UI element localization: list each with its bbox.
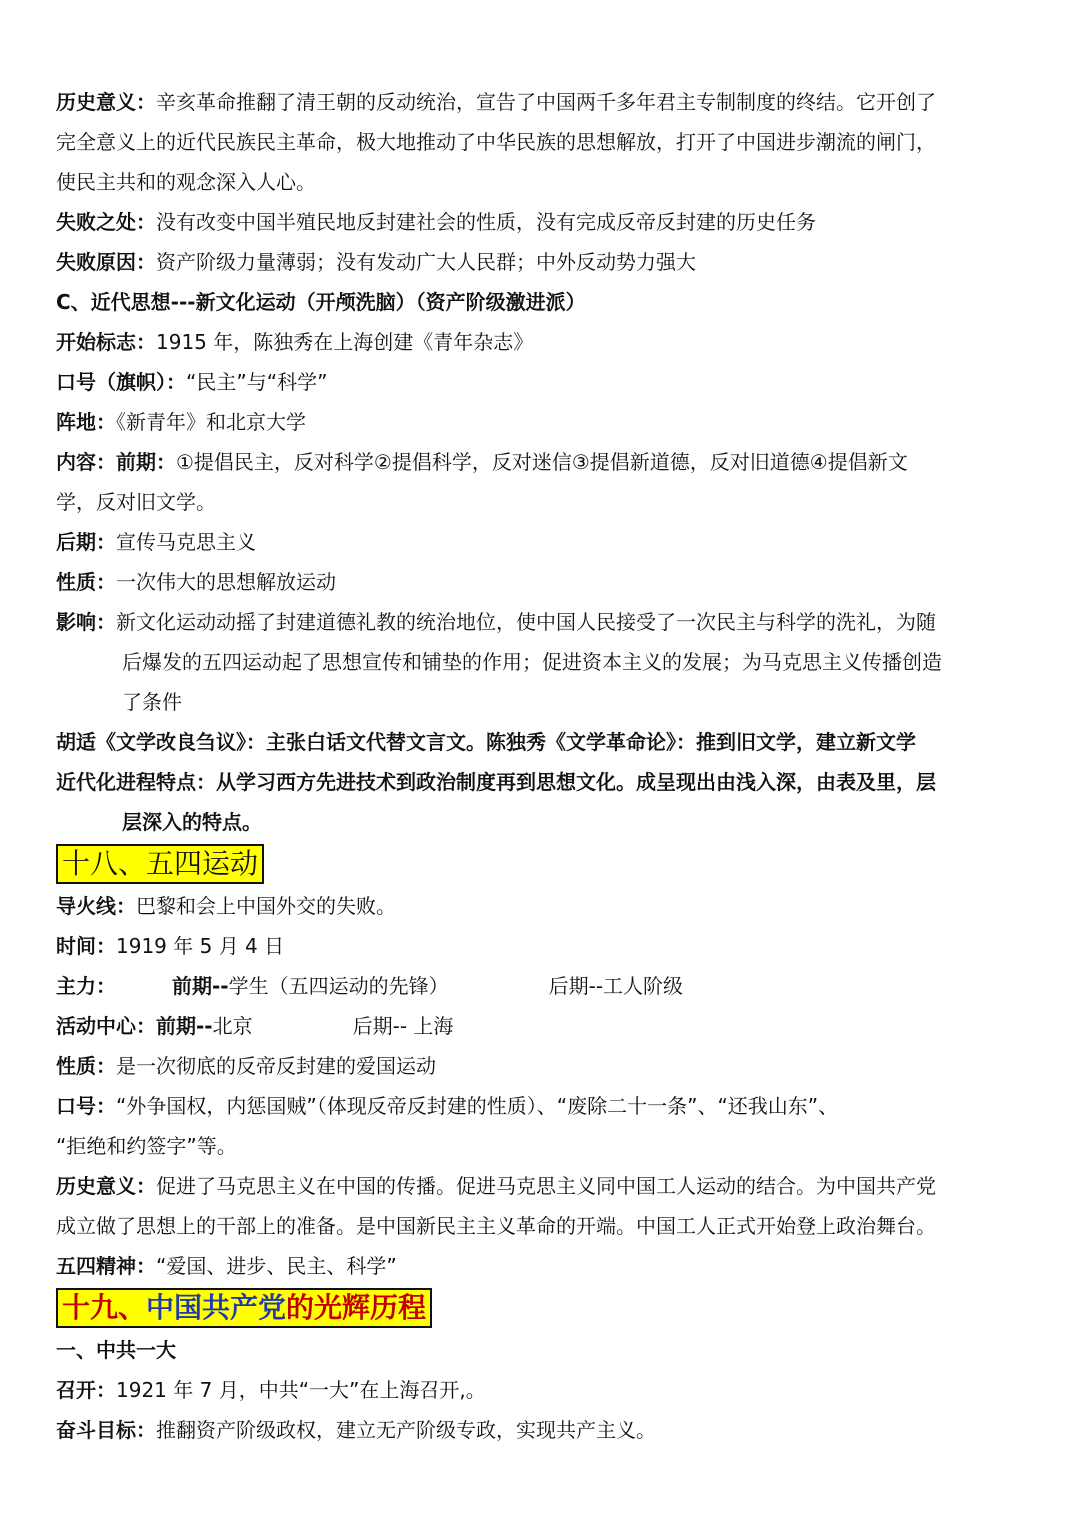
content-label: 内容：前期： <box>56 450 176 474</box>
failure-line <box>56 202 1036 242</box>
failure-reason-text: 资产阶级力量薄弱；没有发动广大人民群；中外反动势力强大 <box>156 250 696 274</box>
spirit-label: 五四精神： <box>56 1254 156 1278</box>
content-line-1 <box>56 442 1036 482</box>
significance-18-text-1: 促进了马克思主义在中国的传播。促进马克思主义同中国工人运动的结合。为中国共产党 <box>156 1174 936 1198</box>
time-line <box>56 926 1036 966</box>
failure-text: 没有改变中国半殖民地反封建社会的性质，没有完成反帝反封建的历史任务 <box>156 210 816 234</box>
influence-line-1 <box>56 602 1036 642</box>
convene-line <box>56 1370 1036 1410</box>
goal-line <box>56 1410 1036 1450</box>
slogan-flag-label: 口号（旗帜）： <box>56 370 186 394</box>
document-page <box>56 82 1036 1450</box>
force-late-text: 工人阶级 <box>603 974 684 998</box>
failure-label: 失败之处： <box>56 210 156 234</box>
section-19-heading-part-1: 十九、 <box>62 1291 147 1324</box>
influence-text-3: 了条件 <box>122 690 182 714</box>
spirit-line <box>56 1246 1036 1286</box>
slogan-flag-text: “民主”与“科学” <box>186 370 328 394</box>
later-text: 宣传马克思主义 <box>116 530 256 554</box>
section-c-title: C、近代思想---新文化运动（开颅洗脑）（资产阶级激进派） <box>56 290 586 314</box>
center-late-text: 后期-- 上海 <box>352 1014 454 1038</box>
time-text: 1919 年 5 月 4 日 <box>116 934 285 958</box>
start-mark-label: 开始标志： <box>56 330 156 354</box>
history-significance-text-1: 辛亥革命推翻了清王朝的反动统治，宣告了中国两千多年君主专制制度的终结。它开创了 <box>156 90 936 114</box>
nature-18-label: 性质： <box>56 1054 116 1078</box>
history-significance-line-2 <box>56 122 1036 162</box>
trend-line-1: 近代化进程特点：从学习西方先进技术到政治制度再到思想文化。成呈现出由浅入深，由表及里，层 <box>56 770 936 794</box>
content-text-2: 学，反对旧文学。 <box>56 490 216 514</box>
slogan-18-text-1: “外争国权，内惩国贼”（体现反帝反封建的性质）、“废除二十一条”、“还我山东”、 <box>116 1094 839 1118</box>
center-line <box>56 1006 1036 1046</box>
nature-18-text: 是一次彻底的反帝反封建的爱国运动 <box>116 1054 436 1078</box>
section-19-heading-part-2: 中国共产党 <box>146 1291 287 1324</box>
slogan-18-line-1 <box>56 1086 1036 1126</box>
base-label: 阵地： <box>56 410 116 434</box>
nature-18-line <box>56 1046 1036 1086</box>
start-mark-text: 1915 年，陈独秀在上海创建《青年杂志》 <box>156 330 534 354</box>
significance-18-label: 历史意义： <box>56 1174 156 1198</box>
section-18-heading-row <box>56 842 1036 886</box>
center-label: 活动中心： <box>56 1014 156 1038</box>
slogan-18-line-2 <box>56 1126 1036 1166</box>
force-label: 主力： <box>56 974 116 998</box>
content-line-2 <box>56 482 1036 522</box>
trend-line-2: 层深入的特点。 <box>122 810 262 834</box>
influence-text-1: 新文化运动动摇了封建道德礼教的统治地位，使中国人民接受了一次民主与科学的洗礼，为随 <box>116 610 936 634</box>
influence-label: 影响： <box>56 610 116 634</box>
slogan-18-label: 口号： <box>56 1094 116 1118</box>
later-line <box>56 522 1036 562</box>
history-significance-text-3: 使民主共和的观念深入人心。 <box>56 170 316 194</box>
history-significance-text-2: 完全意义上的近代民族民主革命，极大地推动了中华民族的思想解放，打开了中国进步潮流的闸门， <box>56 130 936 154</box>
force-early-text: 学生（五四运动的先锋） <box>228 974 449 998</box>
nature-c-text: 一次伟大的思想解放运动 <box>116 570 336 594</box>
significance-18-line-1 <box>56 1166 1036 1206</box>
convene-label: 召开： <box>56 1378 116 1402</box>
convene-text: 1921 年 7 月，中共“一大”在上海召开,。 <box>116 1378 486 1402</box>
goal-label: 奋斗目标： <box>56 1418 156 1442</box>
center-early-label: 前期-- <box>156 1014 213 1038</box>
time-label: 时间： <box>56 934 116 958</box>
influence-line-3 <box>56 682 1036 722</box>
failure-reason-label: 失败原因： <box>56 250 156 274</box>
fuse-line <box>56 886 1036 926</box>
history-significance-line-3 <box>56 162 1036 202</box>
goal-text: 推翻资产阶级政权，建立无产阶级专政，实现共产主义。 <box>156 1418 656 1442</box>
center-early-text: 北京 <box>212 1014 253 1038</box>
section-18-heading: 十八、五四运动 <box>56 844 264 884</box>
section-19-heading-row <box>56 1286 1036 1330</box>
influence-text-2: 后爆发的五四运动起了思想宣传和铺垫的作用；促进资本主义的发展；为马克思主义传播创造 <box>122 650 942 674</box>
history-significance-label: 历史意义： <box>56 90 156 114</box>
nature-c-label: 性质： <box>56 570 116 594</box>
base-line <box>56 402 1036 442</box>
later-label: 后期： <box>56 530 116 554</box>
force-late-label: 后期-- <box>548 974 604 998</box>
influence-line-2 <box>56 642 1036 682</box>
history-significance-line-1 <box>56 82 1036 122</box>
section-19-heading <box>56 1288 432 1328</box>
slogan-flag-line <box>56 362 1036 402</box>
failure-reason-line <box>56 242 1036 282</box>
fuse-label: 导火线： <box>56 894 136 918</box>
slogan-18-text-2: “拒绝和约签字”等。 <box>56 1134 237 1158</box>
start-mark-line <box>56 322 1036 362</box>
fuse-text: 巴黎和会上中国外交的失败。 <box>136 894 396 918</box>
nature-c-line <box>56 562 1036 602</box>
section-19-sub-heading: 一、中共一大 <box>56 1338 176 1362</box>
spirit-text: “爱国、进步、民主、科学” <box>156 1254 397 1278</box>
base-text: 《新青年》和北京大学 <box>116 410 306 434</box>
force-line <box>56 966 1036 1006</box>
significance-18-text-2: 成立做了思想上的干部上的准备。是中国新民主主义革命的开端。中国工人正式开始登上政治舞台。 <box>56 1214 936 1238</box>
hushi-line: 胡适《文学改良刍议》：主张白话文代替文言文。陈独秀《文学革命论》：推到旧文学，建立新文学 <box>56 730 916 754</box>
force-early-label: 前期-- <box>172 974 229 998</box>
content-text-1: ①提倡民主，反对科学②提倡科学，反对迷信③提倡新道德，反对旧道德④提倡新文 <box>176 450 908 474</box>
section-19-heading-part-3: 的光辉历程 <box>286 1291 427 1324</box>
significance-18-line-2 <box>56 1206 1036 1246</box>
